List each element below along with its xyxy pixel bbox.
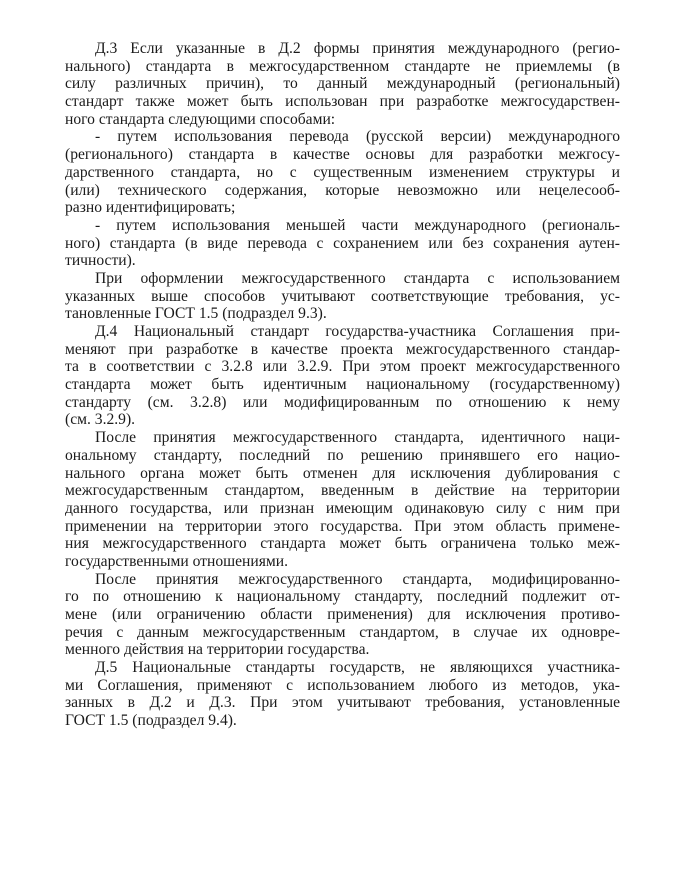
text-line: данного государства, или признан имеющим одинаковую силу с ним при [65, 499, 620, 517]
text-line: указанных выше способов учитывают соответствующие требования, ус- [65, 287, 620, 305]
text-line: Д.4 Национальный стандарт государства-участника Соглашения при- [95, 323, 620, 340]
paragraph-d3 [65, 40, 620, 128]
text-line: ГОСТ 1.5 (подраздел 9.4). [65, 712, 237, 730]
text-line: Д.3 Если указанные в Д.2 формы принятия международного (регио- [95, 40, 620, 57]
paragraph-d3-note [65, 270, 620, 323]
text-line: нального) стандарта в межгосударственном стандарте не приемлемы (в [65, 57, 620, 75]
text-line: тичности). [65, 252, 136, 270]
text-line: ного стандарта следующими способами: [65, 110, 336, 128]
text-line: ния межгосударственного стандарта может быть ограничена только меж- [65, 535, 620, 553]
text-line: нального органа может быть отменен для исключения дублирования с [65, 464, 620, 482]
text-line: меняют при разработке в качестве проекта межгосударственного стандар- [65, 340, 620, 358]
paragraph-d3-way1 [65, 128, 620, 216]
text-line: Д.5 Национальные стандарты государств, не являющихся участника- [95, 659, 620, 677]
text-line: (см. 3.2.9). [65, 411, 136, 429]
text-line: После принятия межгосударственного стандарта, модифицированно- [95, 570, 620, 588]
text-line: ональному стандарту, последний по решению принявшего его нацио- [65, 446, 620, 464]
paragraph-d4-identical [65, 429, 620, 571]
text-line: мене (или ограничению области применения) для исключения противо- [65, 606, 620, 623]
text-line: разно идентифицировать; [65, 199, 236, 217]
text-line: тановленные ГОСТ 1.5 (подраздел 9.3). [65, 305, 327, 323]
text-line: (или) технического содержания, которые невозможно или нецелесооб- [65, 181, 620, 199]
text-line: речия с данным межгосударственным стандартом, в случае их одновре- [65, 623, 620, 641]
text-line: дарственного стандарта, но с существенным изменением структуры и [65, 163, 620, 181]
text-line: применении на территории этого государства. При этом область примене- [65, 517, 620, 535]
text-line: ми Соглашения, применяют с использованием любого из методов, ука- [65, 676, 620, 694]
document-page [65, 40, 620, 730]
text-line: менного действия на территории государства. [65, 641, 370, 659]
text-line: стандарт также может быть использован при разработке межгосударствен- [65, 93, 620, 111]
text-line: го по отношению к национальному стандарту, последний подлежит от- [65, 588, 620, 606]
text-line: стандарту (см. 3.2.8) или модифицированным по отношению к нему [65, 393, 620, 411]
paragraph-d3-way2 [65, 217, 620, 270]
text-line: стандарта может быть идентичным национальному (государственному) [65, 376, 620, 394]
text-line: После принятия межгосударственного стандарта, идентичного нaци- [95, 429, 620, 447]
paragraph-d4 [65, 323, 620, 429]
text-line: государственными отношениями. [65, 552, 289, 570]
text-line: ного) стандарта (в виде перевода с сохранением или без сохранения аутен- [65, 234, 620, 252]
text-line: та в соответствии с 3.2.8 или 3.2.9. При этом проект межгосударственного [65, 358, 620, 376]
text-line: При оформлении межгосударственного стандарта с использованием [95, 269, 620, 287]
text-line: занных в Д.2 и Д.3. При этом учитывают требования, установленные [65, 694, 620, 712]
text-line: - путем использования меньшей части международного (региональ- [95, 216, 620, 234]
text-line: - путем использования перевода (русской версии) международного [95, 128, 620, 146]
paragraph-d5 [65, 659, 620, 730]
paragraph-d4-modified [65, 571, 620, 659]
text-line: силу различных причин), то данный международный (региональный) [65, 75, 620, 93]
text-line: межгосударственным стандартом, введенным в действие на территории [65, 482, 620, 500]
text-line: (регионального) стандарта в качестве основы для разработки межгосу- [65, 146, 620, 164]
